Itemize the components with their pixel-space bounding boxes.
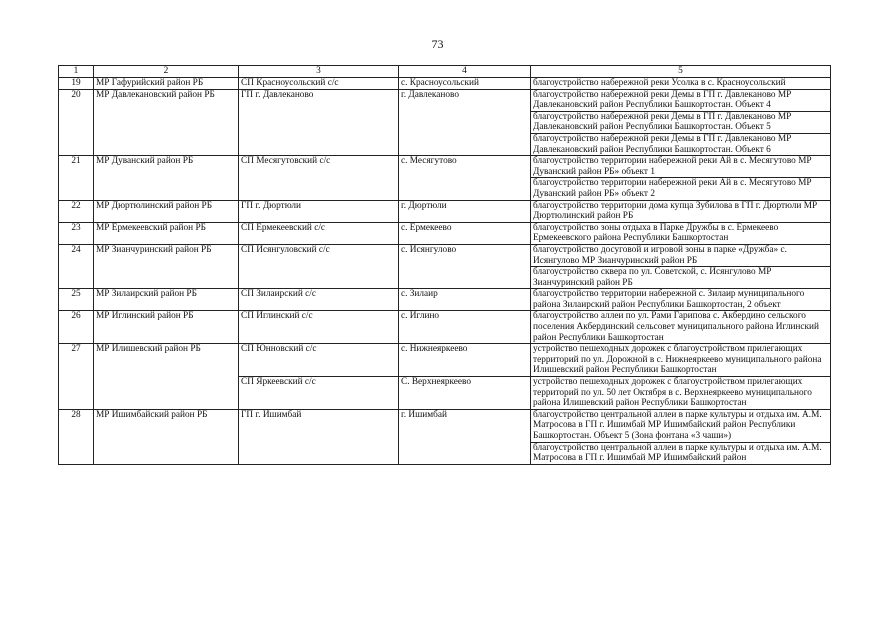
row-number: 20 <box>59 89 94 156</box>
locality-cell: г. Давлеканово <box>399 89 531 156</box>
row-number: 27 <box>59 344 94 410</box>
project-cell: благоустройство центральной аллеи в парке культуры и отдыха им. А.М. Матросова в ГП г. Ишимбай МР Ишимбайский район <box>531 442 831 464</box>
project-cell: благоустройство набережной реки Демы в ГП г. Давлеканово МР Давлекановский район Республики Башкортостан. Объект 6 <box>531 133 831 155</box>
table-row <box>59 344 831 377</box>
district-cell: МР Давлекановский район РБ <box>94 89 239 156</box>
district-cell: МР Гафурийский район РБ <box>94 78 239 90</box>
locality-cell: г. Ишимбай <box>399 409 531 464</box>
settlement-cell: СП Красноусольский с/с <box>239 78 399 90</box>
settlement-cell: СП Месягутовский с/с <box>239 156 399 200</box>
column-header: 4 <box>399 66 531 78</box>
row-number: 28 <box>59 409 94 464</box>
row-number: 26 <box>59 311 94 344</box>
project-cell: благоустройство набережной реки Демы в ГП г. Давлеканово МР Давлекановский район Республики Башкортостан. Объект 4 <box>531 89 831 111</box>
column-header: 2 <box>94 66 239 78</box>
project-cell: благоустройство набережной реки Демы в ГП г. Давлеканово МР Давлекановский район Республики Башкортостан. Объект 5 <box>531 111 831 133</box>
row-number: 23 <box>59 222 94 244</box>
table-row <box>59 78 831 90</box>
settlement-cell: ГП г. Дюртюли <box>239 200 399 222</box>
locality-cell: С. Верхнеяркеево <box>399 377 531 410</box>
district-cell: МР Зилаирский район РБ <box>94 289 239 311</box>
locality-cell: г. Дюртюли <box>399 200 531 222</box>
settlement-cell: СП Ермекеевский с/с <box>239 222 399 244</box>
locality-cell: с. Исянгулово <box>399 244 531 288</box>
district-cell: МР Ишимбайский район РБ <box>94 409 239 464</box>
settlement-cell: ГП г. Давлеканово <box>239 89 399 156</box>
project-cell: благоустройство центральной аллеи в парке культуры и отдыха им. А.М. Матросова в ГП г. Ишимбай МР Ишимбайский район Республики Башкортостан. Объект 5 (Зона фонтана «3 чаши») <box>531 409 831 442</box>
table-row <box>59 89 831 111</box>
district-cell: МР Дуванский район РБ <box>94 156 239 200</box>
district-cell: МР Ермекеевский район РБ <box>94 222 239 244</box>
table-row <box>59 156 831 178</box>
project-cell: благоустройство набережной реки Усолка в с. Красноусольский <box>531 78 831 90</box>
locality-cell: с. Месягутово <box>399 156 531 200</box>
locality-cell: с. Красноусольский <box>399 78 531 90</box>
project-cell: устройство пешеходных дорожек с благоустройством прилегающих территорий по ул. Дорожной в с. Нижнеяркеево муниципального района Илишевский район Республики Башкортостан <box>531 344 831 377</box>
project-cell: благоустройство территории дома купца Зубилова в ГП г. Дюртюли МР Дюртюлинский район РБ <box>531 200 831 222</box>
table-row <box>59 244 831 266</box>
project-cell: благоустройство аллеи по ул. Рами Гарипова с. Акбердино сельского поселения Акбердинский сельсовет муниципального района Иглинский район Республики Башкортостан <box>531 311 831 344</box>
project-cell: благоустройство сквера по ул. Советской, с. Исянгулово МР Зианчуринский район РБ <box>531 267 831 289</box>
settlement-cell: СП Иглинский с/с <box>239 311 399 344</box>
project-cell: устройство пешеходных дорожек с благоустройством прилегающих территорий по ул. 50 лет Октября в с. Верхнеяркеево муниципального района Илишевский район Республики Башкортостан <box>531 377 831 410</box>
locality-cell: с. Нижнеяркеево <box>399 344 531 377</box>
settlement-cell: СП Исянгуловский с/с <box>239 244 399 288</box>
row-number: 21 <box>59 156 94 200</box>
row-number: 24 <box>59 244 94 288</box>
project-cell: благоустройство территории набережной с. Зилаир муниципального района Зилаирский район Республики Башкортостан, 2 объект <box>531 289 831 311</box>
projects-table <box>58 65 831 465</box>
column-header: 1 <box>59 66 94 78</box>
row-number: 19 <box>59 78 94 90</box>
table-row <box>59 289 831 311</box>
table-row <box>59 200 831 222</box>
locality-cell: с. Зилаир <box>399 289 531 311</box>
district-cell: МР Дюртюлинский район РБ <box>94 200 239 222</box>
table-row <box>59 222 831 244</box>
row-number: 22 <box>59 200 94 222</box>
row-number: 25 <box>59 289 94 311</box>
settlement-cell: СП Юнновский с/с <box>239 344 399 377</box>
table-header-row <box>59 66 831 78</box>
column-header: 3 <box>239 66 399 78</box>
district-cell: МР Илишевский район РБ <box>94 344 239 410</box>
district-cell: МР Зианчуринский район РБ <box>94 244 239 288</box>
page-number: 73 <box>431 37 444 51</box>
settlement-cell: ГП г. Ишимбай <box>239 409 399 464</box>
settlement-cell: СП Зилаирский с/с <box>239 289 399 311</box>
column-header: 5 <box>531 66 831 78</box>
table-row <box>59 409 831 442</box>
project-cell: благоустройство зоны отдыха в Парке Дружбы в с. Ермекеево Ермекеевского района Республики Башкортостан <box>531 222 831 244</box>
project-cell: благоустройство территории набережной реки Ай в с. Месягутово МР Дуванский район РБ» объект 2 <box>531 178 831 200</box>
settlement-cell: СП Яркеевский с/с <box>239 377 399 410</box>
project-cell: благоустройство территории набережной реки Ай в с. Месягутово МР Дуванский район РБ» объект 1 <box>531 156 831 178</box>
locality-cell: с. Ермекеево <box>399 222 531 244</box>
table-row <box>59 311 831 344</box>
locality-cell: с. Иглино <box>399 311 531 344</box>
district-cell: МР Иглинский район РБ <box>94 311 239 344</box>
project-cell: благоустройство досуговой и игровой зоны в парке «Дружба» с. Исянгулово МР Зианчуринский район РБ <box>531 244 831 266</box>
